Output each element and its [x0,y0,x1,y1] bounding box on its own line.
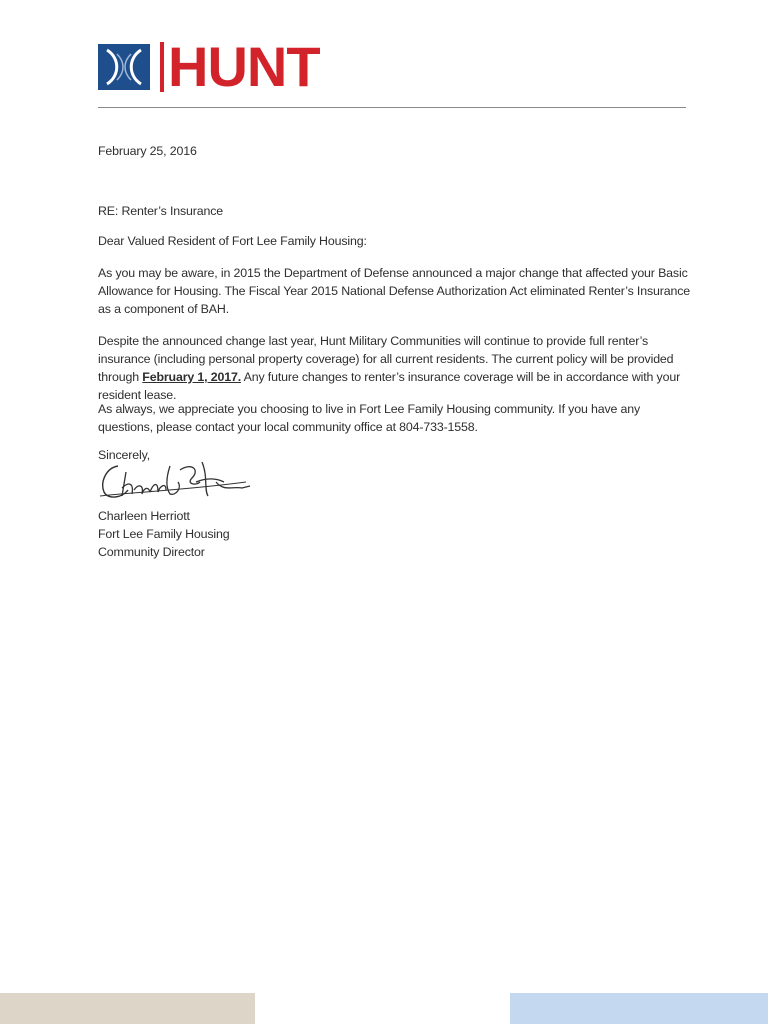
signer-organization: Fort Lee Family Housing [98,527,230,541]
salutation: Dear Valued Resident of Fort Lee Family Housing: [98,234,367,248]
hunt-logo-mark-icon [98,44,150,90]
header-rule [98,107,686,108]
signer-title: Community Director [98,545,205,559]
footer-bar-right [510,993,768,1024]
letter-date: February 25, 2016 [98,144,197,158]
policy-end-date: February 1, 2017. [142,370,241,384]
logo-divider [160,42,164,92]
handwritten-signature [96,452,256,508]
hunt-logo [98,35,320,98]
paragraph-2-text-start: Despite the announced change last year, Hunt Military Communities will continue to provide full renter’s insurance (including personal property coverage) for all current residents. The current policy will be provided through [98,334,674,384]
body-paragraph-3: As always, we appreciate you choosing to live in Fort Lee Family Housing community. If you have any questions, please contact your local community office at 804-733-1558. [98,402,641,434]
footer-bar-left [0,993,255,1024]
logo-wordmark: HUNT [168,35,320,98]
body-paragraph-2 [98,332,690,404]
closing: Sincerely, [98,448,150,462]
subject-line: RE: Renter’s Insurance [98,204,224,218]
body-paragraph-1: As you may be aware, in 2015 the Department of Defense announced a major change that affected your Basic Allowance for Housing. The Fiscal Year 2015 National Defense Authorization Act eliminated Renter’s Insurance as a component of BAH. [98,266,690,316]
signer-name: Charleen Herriott [98,509,190,523]
paragraph-2-text-end: Any future changes to renter’s insurance coverage will be in accordance with your resident lease. [98,370,681,402]
